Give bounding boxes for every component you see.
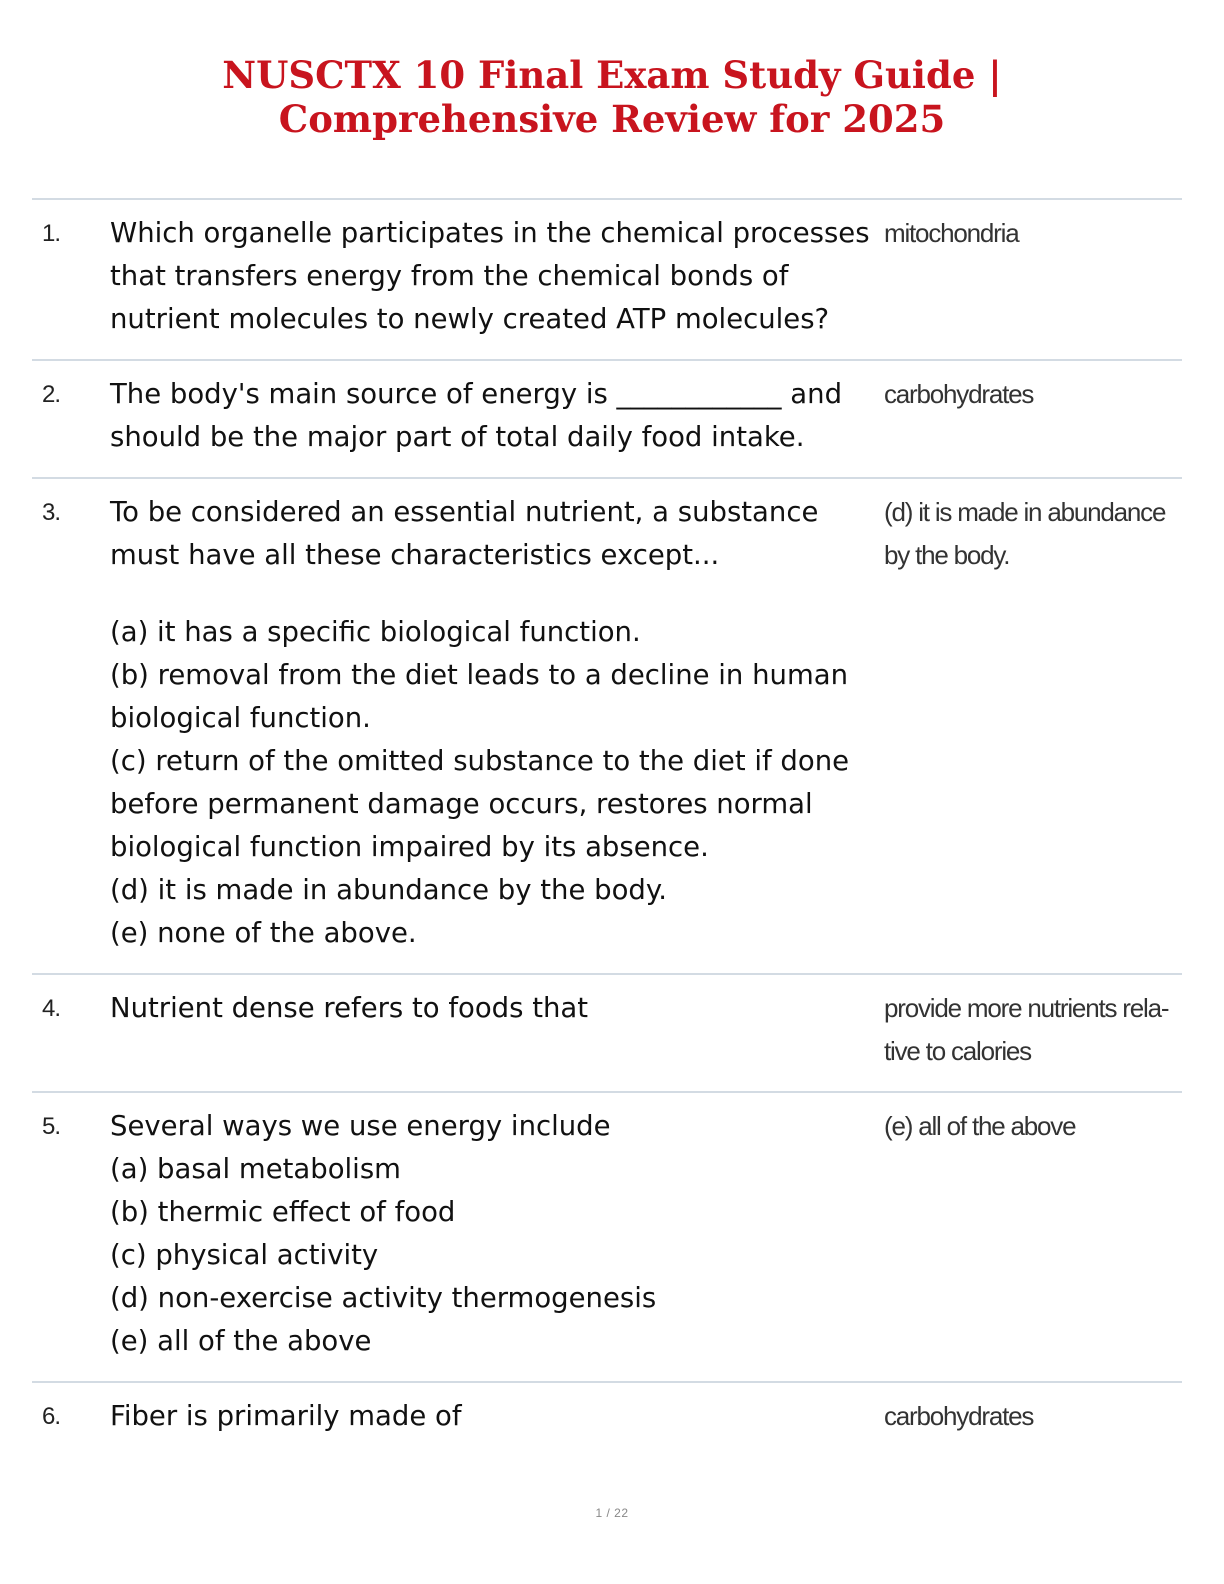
question-text-cell	[110, 987, 884, 1073]
question-number: 1.	[42, 220, 61, 247]
option-d: (d) it is made in abundance by the body.	[110, 874, 667, 906]
answer-text: (d) it is made in abundance by the body.	[884, 497, 1166, 570]
option-e: (e) none of the above.	[110, 917, 417, 949]
answer-text: provide more nutrients rela- tive to calories	[884, 993, 1169, 1066]
option-list	[110, 1148, 880, 1363]
question-number: 4.	[42, 995, 61, 1022]
page-indicator: 1 / 22	[595, 1506, 629, 1520]
question-text: Several ways we use energy include	[110, 1110, 611, 1142]
question-number: 5.	[42, 1113, 61, 1140]
title-line-1: NUSCTX 10 Final Exam Study Guide |	[222, 52, 1002, 97]
question-text-cell	[110, 1105, 884, 1363]
question-answer-list	[32, 198, 1182, 1456]
document-title	[0, 53, 1224, 141]
option-list	[110, 611, 880, 955]
option-d: (d) non-exercise activity thermogenesis	[110, 1282, 657, 1314]
answer-text: carbohydrates	[884, 1401, 1034, 1431]
question-number: 2.	[42, 381, 61, 408]
qa-row	[32, 361, 1182, 479]
question-text: Fiber is primarily made of	[110, 1400, 462, 1432]
question-number: 3.	[42, 499, 61, 526]
option-b: (b) thermic effect of food	[110, 1196, 456, 1228]
question-text-cell	[110, 491, 884, 955]
question-text-cell	[110, 1395, 884, 1438]
question-text: The body's main source of energy is ____________ and should be the major part of total daily food intake.	[110, 378, 843, 453]
option-a: (a) basal metabolism	[110, 1153, 401, 1185]
qa-row	[32, 975, 1182, 1093]
question-number: 6.	[42, 1403, 61, 1430]
qa-row	[32, 479, 1182, 975]
qa-row	[32, 1093, 1182, 1383]
option-b: (b) removal from the diet leads to a decline in human biological function.	[110, 659, 849, 734]
option-c: (c) return of the omitted substance to the diet if done before permanent damage occurs, restores normal biological function impaired by its absence.	[110, 745, 850, 863]
title-line-2: Comprehensive Review for 2025	[278, 96, 946, 141]
option-a: (a) it has a specific biological function.	[110, 616, 641, 648]
question-text-cell	[110, 212, 884, 341]
qa-row	[32, 1383, 1182, 1456]
question-text: To be considered an essential nutrient, a substance must have all these characteristics except...	[110, 496, 819, 571]
qa-row	[32, 200, 1182, 361]
question-text: Nutrient dense refers to foods that	[110, 992, 589, 1024]
question-text: Which organelle participates in the chemical processes that transfers energy from the chemical bonds of nutrient molecules to newly created ATP molecules?	[110, 217, 870, 335]
option-c: (c) physical activity	[110, 1239, 379, 1271]
answer-text: (e) all of the above	[884, 1111, 1076, 1141]
option-e: (e) all of the above	[110, 1325, 372, 1357]
answer-text: carbohydrates	[884, 379, 1034, 409]
answer-text: mitochondria	[884, 218, 1019, 248]
question-text-cell	[110, 373, 884, 459]
